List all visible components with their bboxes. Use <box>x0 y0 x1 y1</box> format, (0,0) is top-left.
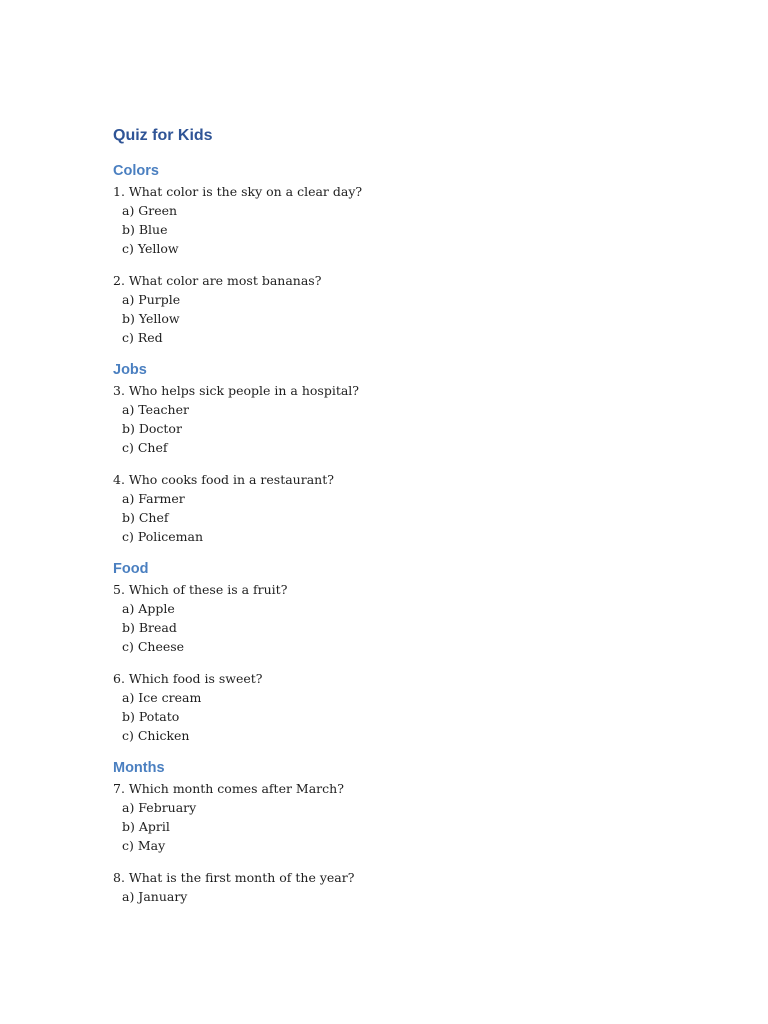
section-jobs <box>113 359 673 546</box>
section-heading: Food <box>113 561 149 577</box>
answer-option: b) April <box>122 819 170 834</box>
section-heading: Months <box>113 760 165 776</box>
answer-option: c) May <box>122 838 166 853</box>
answer-option: a) Ice cream <box>122 690 202 705</box>
answer-option: c) Policeman <box>122 529 204 544</box>
answer-option: a) Apple <box>122 601 175 616</box>
answer-option: a) Green <box>122 203 178 218</box>
section-heading: Colors <box>113 163 159 179</box>
answer-option: a) Teacher <box>122 402 189 417</box>
question-block <box>113 868 673 906</box>
question-block <box>113 669 673 745</box>
question-text: 1. What color is the sky on a clear day? <box>113 184 363 199</box>
question-text: 6. Which food is sweet? <box>113 671 263 686</box>
question-text: 7. Which month comes after March? <box>113 781 344 796</box>
answer-option: b) Chef <box>122 510 169 525</box>
answer-option: b) Yellow <box>122 311 180 326</box>
question-block <box>113 182 673 258</box>
section-months <box>113 757 673 906</box>
document-title: Quiz for Kids <box>113 127 213 144</box>
answer-option: c) Cheese <box>122 639 185 654</box>
answer-option: b) Bread <box>122 620 177 635</box>
answer-option: a) January <box>122 889 188 904</box>
answer-option: b) Potato <box>122 709 180 724</box>
section-heading: Jobs <box>113 362 147 378</box>
question-block <box>113 779 673 855</box>
question-block <box>113 470 673 546</box>
answer-option: a) Purple <box>122 292 181 307</box>
question-text: 8. What is the first month of the year? <box>113 870 355 885</box>
answer-option: c) Yellow <box>122 241 179 256</box>
answer-option: c) Chef <box>122 440 168 455</box>
question-block <box>113 381 673 457</box>
question-text: 3. Who helps sick people in a hospital? <box>113 383 360 398</box>
answer-option: a) Farmer <box>122 491 185 506</box>
section-food <box>113 558 673 745</box>
answer-option: a) February <box>122 800 197 815</box>
answer-option: c) Red <box>122 330 163 345</box>
question-text: 2. What color are most bananas? <box>113 273 322 288</box>
question-block <box>113 271 673 347</box>
question-text: 5. Which of these is a fruit? <box>113 582 288 597</box>
document-page <box>113 124 673 906</box>
question-block <box>113 580 673 656</box>
question-text: 4. Who cooks food in a restaurant? <box>113 472 334 487</box>
answer-option: b) Doctor <box>122 421 182 436</box>
section-colors <box>113 160 673 347</box>
answer-option: b) Blue <box>122 222 168 237</box>
sections-container <box>113 160 673 906</box>
answer-option: c) Chicken <box>122 728 190 743</box>
